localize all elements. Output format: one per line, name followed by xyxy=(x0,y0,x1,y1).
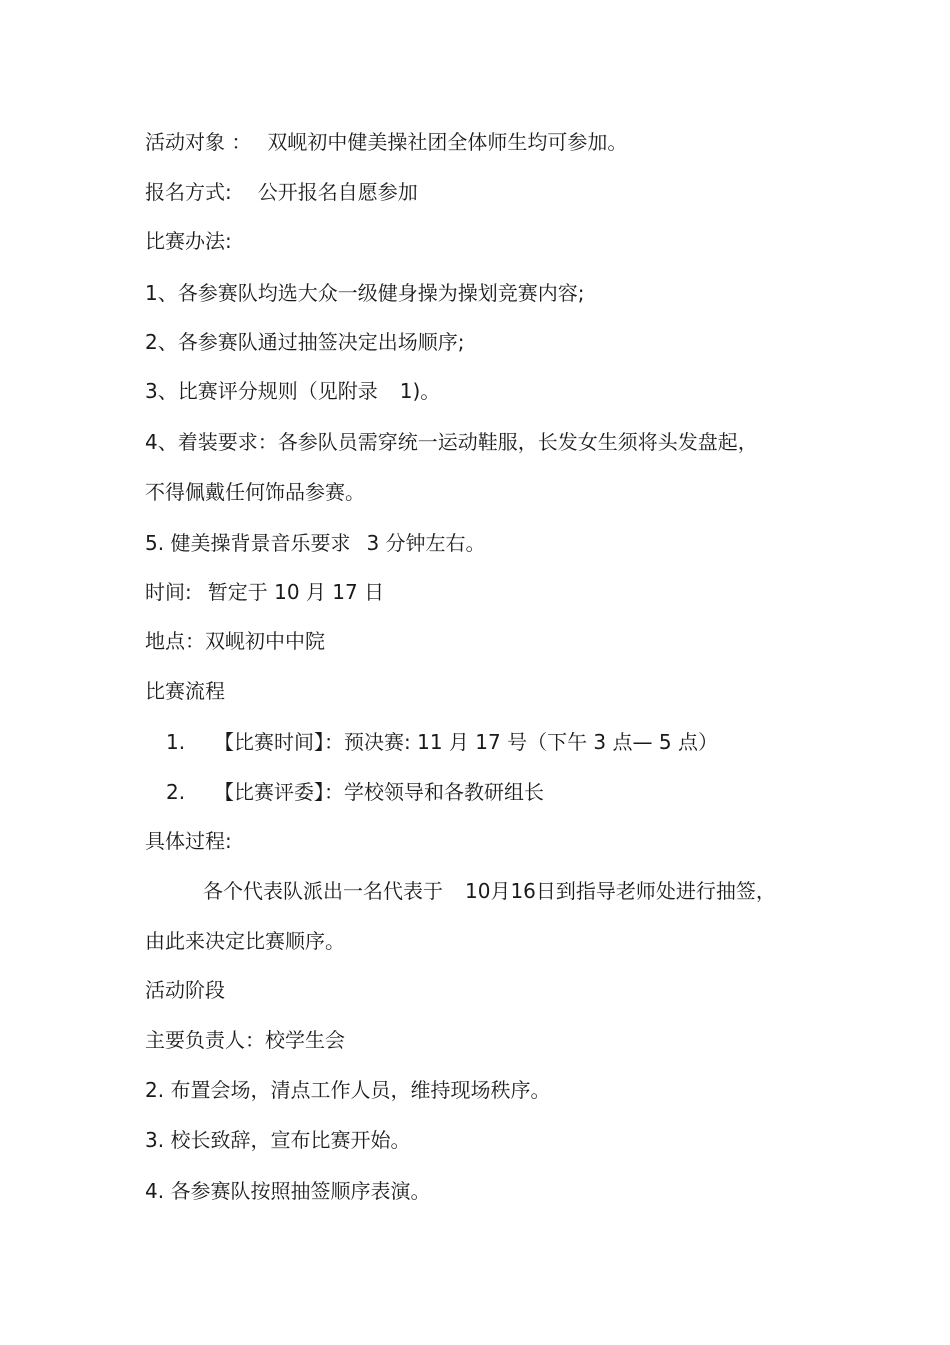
time-line xyxy=(145,578,384,606)
time-label: 时间: xyxy=(145,580,192,604)
rule-3-text: 3、比赛评分规则（见附录 xyxy=(145,379,378,403)
flow-item-2 xyxy=(166,778,544,806)
rules-heading: 比赛办法: xyxy=(145,229,232,253)
signup-line xyxy=(145,178,418,206)
rule-5-text: 5. 健美操背景音乐要求 xyxy=(145,531,351,555)
rule-2: 2、各参赛队通过抽签决定出场顺序; xyxy=(145,330,465,354)
rule-3-ref: 1)。 xyxy=(399,379,441,403)
flow-item-1 xyxy=(166,728,718,756)
time-text: 暂定于 10 月 17 日 xyxy=(207,580,385,604)
owner-line: 主要负责人：校学生会 xyxy=(145,1028,345,1052)
rule-5 xyxy=(145,529,486,557)
flow-heading: 比赛流程 xyxy=(145,679,225,703)
flow-item-2-number: 2. xyxy=(166,780,186,804)
signup-text: 公开报名自愿参加 xyxy=(257,180,418,204)
target-label: 活动对象 ： xyxy=(145,130,252,154)
flow-item-2-text: 【比赛评委】：学校领导和各教研组长 xyxy=(214,780,544,804)
stage-item-2: 2. 布置会场，清点工作人员，维持现场秩序。 xyxy=(145,1078,551,1102)
rule-4-line-2: 不得佩戴任何饰品参赛。 xyxy=(145,480,365,504)
rule-4-line-1: 4、着装要求：各参队员需穿统一运动鞋服，长发女生须将头发盘起， xyxy=(145,430,758,454)
flow-item-1-text: 【比赛时间】：预决赛: 11 月 17 号（下午 3 点— 5 点） xyxy=(214,730,718,754)
signup-label: 报名方式: xyxy=(145,180,232,204)
process-heading: 具体过程: xyxy=(145,829,232,853)
target-text: 双岘初中健美操社团全体师生均可参加。 xyxy=(267,130,628,154)
rule-5-duration: 3 分钟左右。 xyxy=(366,531,486,555)
place-line xyxy=(145,627,325,655)
stage-item-4: 4. 各参赛队按照抽签顺序表演。 xyxy=(145,1179,431,1203)
place-label: 地点： xyxy=(145,629,205,653)
flow-item-1-number: 1. xyxy=(166,730,186,754)
place-text: 双岘初中中院 xyxy=(205,629,325,653)
process-text-2: 10月16日到指导老师处进行抽签， xyxy=(465,879,776,903)
stage-heading: 活动阶段 xyxy=(145,978,225,1002)
process-line-1 xyxy=(203,877,776,905)
process-line-2: 由此来决定比赛顺序。 xyxy=(145,929,345,953)
rule-1: 1、各参赛队均选大众一级健身操为操划竞赛内容; xyxy=(145,281,585,305)
target-line xyxy=(145,128,627,156)
process-text-1: 各个代表队派出一名代表于 xyxy=(203,879,443,903)
stage-item-3: 3. 校长致辞，宣布比赛开始。 xyxy=(145,1128,411,1152)
rule-3 xyxy=(145,377,440,405)
